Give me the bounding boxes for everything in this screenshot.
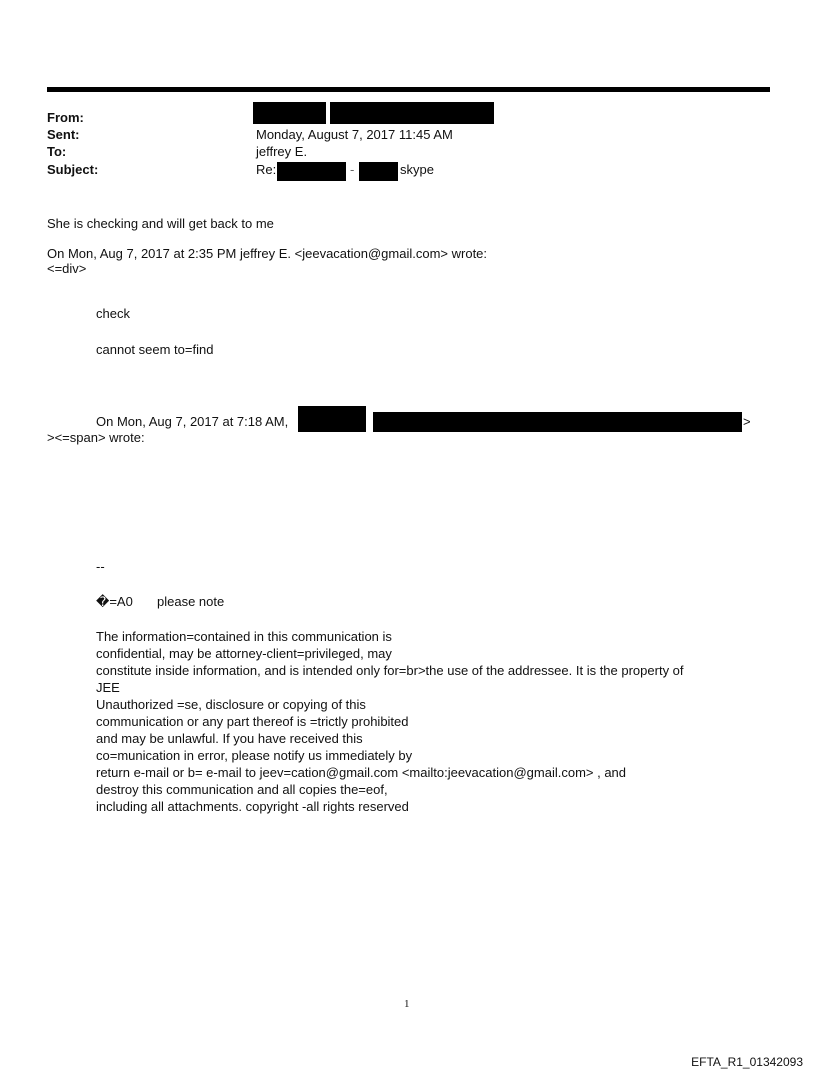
disclaimer-line: confidential, may be attorney-client=privileged, may [96, 646, 392, 661]
note-text: please note [157, 594, 225, 609]
signature-dash: -- [96, 559, 105, 574]
quote1-intro: On Mon, Aug 7, 2017 at 2:35 PM jeffrey E. <jeevacation@gmail.com> wrote: [47, 246, 488, 261]
redaction-subject-2 [359, 162, 398, 181]
quote2-tail: > [743, 414, 751, 429]
footer-id: EFTA_R1_01342093 [691, 1055, 803, 1069]
redaction-from-name [253, 102, 326, 124]
quote2-intro: On Mon, Aug 7, 2017 at 7:18 AM, [96, 414, 289, 429]
redaction-subject-1 [277, 162, 346, 181]
header-rule [47, 87, 770, 92]
to-label: To: [47, 144, 67, 159]
to-value: jeffrey E. [256, 144, 308, 159]
cannot-find-text: cannot seem to=find [96, 342, 214, 357]
note-prefix: �=A0 [96, 594, 133, 609]
redaction-from-email [330, 102, 494, 124]
sent-value: Monday, August 7, 2017 11:45 AM [256, 127, 453, 142]
page-number: 1 [404, 998, 410, 1010]
subject-label: Subject: [47, 162, 99, 177]
quote1-div: <=div> [47, 261, 87, 276]
disclaimer-line: return e-mail or b= e-mail to jeev=cation@gmail.com <mailto:jeevacation@gmail.com> , and [96, 765, 627, 780]
disclaimer-line: JEE [96, 680, 120, 695]
disclaimer-line: communication or any part thereof is =trictly prohibited [96, 714, 409, 729]
disclaimer-line: Unauthorized =se, disclosure or copying of this [96, 697, 366, 712]
disclaimer-line: including all attachments. copyright -all rights reserved [96, 799, 409, 814]
subject-suffix: skype [400, 162, 434, 177]
subject-prefix: Re: [256, 162, 277, 177]
quote2-wrote: ><=span> wrote: [47, 430, 145, 445]
disclaimer-line: The information=contained in this communication is [96, 629, 392, 644]
disclaimer-line: co=munication in error, please notify us immediately by [96, 748, 413, 763]
check-text: check [96, 306, 130, 321]
from-label: From: [47, 110, 84, 125]
disclaimer-line: destroy this communication and all copies the=eof, [96, 782, 388, 797]
subject-separator: - [350, 162, 355, 177]
redaction-quote2-name [298, 406, 366, 432]
disclaimer-line: and may be unlawful. If you have received this [96, 731, 363, 746]
disclaimer-line: constitute inside information, and is intended only for=br>the use of the addressee. It is the property of [96, 663, 684, 678]
redaction-quote2-email [373, 412, 742, 432]
sent-label: Sent: [47, 127, 80, 142]
reply-text: She is checking and will get back to me [47, 216, 274, 231]
